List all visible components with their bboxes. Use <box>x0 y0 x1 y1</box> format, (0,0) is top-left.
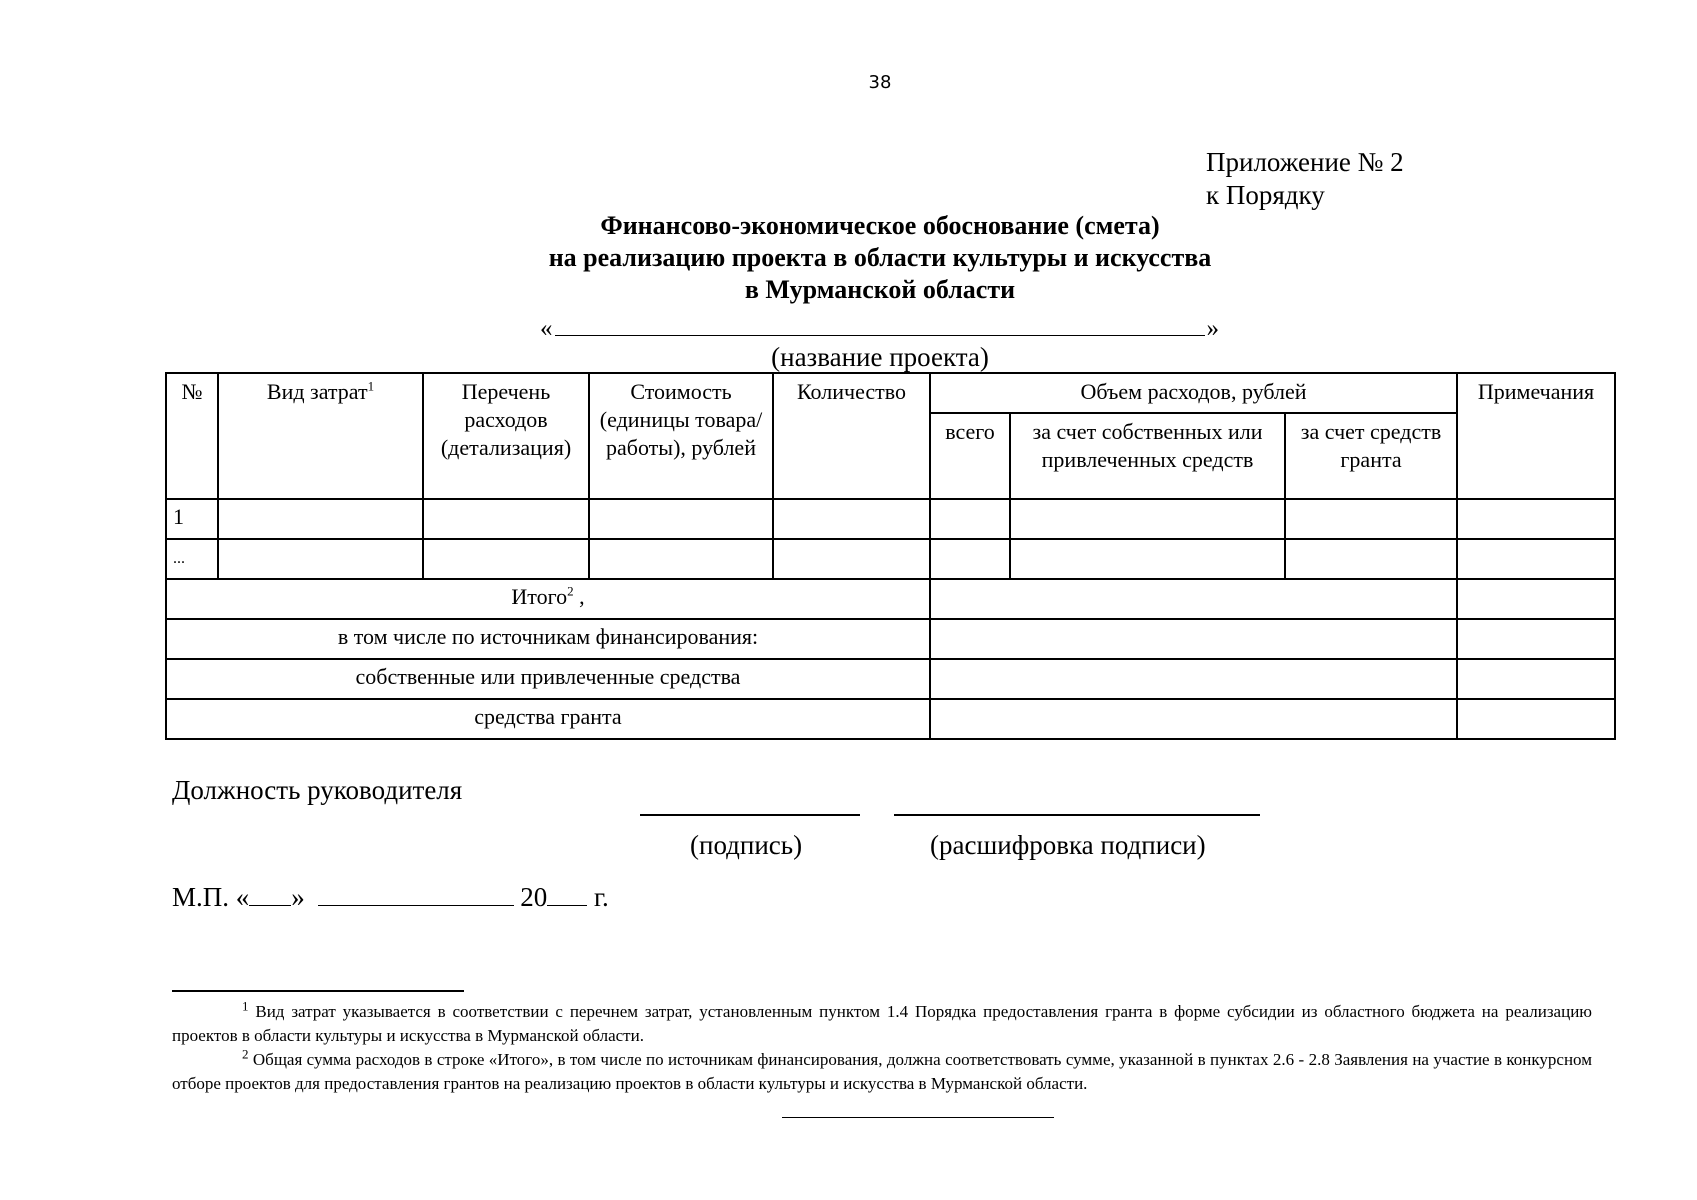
summary-row-total <box>166 579 1615 619</box>
table-row <box>166 539 1615 579</box>
header-expense-list: Перечень расходов (детализация) <box>423 373 589 499</box>
table-cell <box>218 539 423 579</box>
total-label-suffix: , <box>573 584 585 609</box>
table-cell <box>423 539 589 579</box>
footnote-1 <box>172 1000 1592 1048</box>
document-title <box>340 210 1420 306</box>
page-number: 38 <box>868 72 892 93</box>
table-cell <box>1457 539 1615 579</box>
table-cell <box>1457 579 1615 619</box>
header-cost-type-text: Вид затрат <box>266 379 368 404</box>
project-name-caption: (название проекта) <box>771 342 989 372</box>
header-unit-cost: Стоимость (единицы товара/работы), рублей <box>589 373 773 499</box>
signature-caption: (подпись) <box>690 830 803 860</box>
day-blank <box>249 883 291 906</box>
table-cell <box>1285 499 1457 539</box>
signature-line <box>640 814 860 816</box>
stamp-date-line <box>172 882 609 913</box>
title-line-3: в Мурманской области <box>744 275 1016 304</box>
grant-funds-label: средства гранта <box>166 699 930 739</box>
header-num: № <box>166 373 218 499</box>
open-quote: « <box>540 315 553 342</box>
row-number: ... <box>166 539 218 579</box>
end-divider <box>782 1117 1054 1118</box>
table-cell <box>1010 499 1285 539</box>
month-blank <box>318 883 514 906</box>
table-cell <box>589 539 773 579</box>
table-cell <box>1457 499 1615 539</box>
footnote-2-text: Общая сумма расходов в строке «Итого», в том числе по источникам финансирования, должна соответствовать сумме, указанной в пунктах 2.6 - 2.8 Заявления на участие в конкурсном отборе проектов для предоставления грантов на реализацию проектов в области культуры и искусства в Мурманской области. <box>172 1050 1592 1093</box>
footnote-1-mark: 1 <box>242 998 249 1014</box>
table-cell <box>930 579 1457 619</box>
table-cell <box>589 499 773 539</box>
footnote-2 <box>172 1048 1592 1096</box>
table-cell <box>1457 619 1615 659</box>
mp-label: М.П. « <box>172 882 250 912</box>
table-cell <box>773 539 930 579</box>
summary-row-grant <box>166 699 1615 739</box>
summary-row-sources <box>166 619 1615 659</box>
year-suffix: г. <box>587 882 609 912</box>
table-cell <box>930 659 1457 699</box>
header-quantity: Количество <box>773 373 930 499</box>
project-name-field <box>540 313 1219 343</box>
close-quote: » <box>1206 315 1219 342</box>
table-cell <box>930 619 1457 659</box>
appendix-line-2: к Порядку <box>1206 180 1325 210</box>
row-number: 1 <box>166 499 218 539</box>
table-cell <box>1457 659 1615 699</box>
footnote-1-text: Вид затрат указывается в соответствии с перечнем затрат, установленным пунктом 1.4 Порядка предоставления гранта в форме субсидии из областного бюджета на реализацию проектов в области культуры и искусства в Мурманской области. <box>172 1002 1592 1045</box>
table-cell <box>1285 539 1457 579</box>
appendix-label <box>1206 146 1404 212</box>
table-cell <box>773 499 930 539</box>
own-funds-label: собственные или привлеченные средства <box>166 659 930 699</box>
summary-row-own <box>166 659 1615 699</box>
footnote-ref-1: 1 <box>367 378 375 394</box>
header-total: всего <box>930 413 1010 499</box>
header-grant-funds: за счет средств гранта <box>1285 413 1457 499</box>
header-own-funds: за счет собственных или привлеченных средств <box>1010 413 1285 499</box>
decode-caption: (расшифровка подписи) <box>930 830 1206 860</box>
table-cell <box>930 539 1010 579</box>
table-cell <box>1457 699 1615 739</box>
table-row <box>166 499 1615 539</box>
position-label: Должность руководителя <box>172 775 463 805</box>
table-cell <box>1010 539 1285 579</box>
mp-close-quote: » <box>291 882 305 912</box>
header-cost-type <box>218 373 423 499</box>
title-line-1: Финансово-экономическое обоснование (смета) <box>600 211 1160 240</box>
year-prefix: 20 <box>520 882 548 912</box>
table-cell <box>423 499 589 539</box>
footnote-ref-2: 2 <box>567 583 574 599</box>
footnotes <box>172 1000 1592 1096</box>
footnote-divider <box>172 990 464 992</box>
total-label <box>166 579 930 619</box>
table-cell <box>930 499 1010 539</box>
header-row-1 <box>166 373 1615 413</box>
year-blank <box>547 883 587 906</box>
decode-line <box>894 814 1260 816</box>
table-cell <box>218 499 423 539</box>
footnote-2-mark: 2 <box>242 1046 249 1062</box>
header-notes: Примечания <box>1457 373 1615 499</box>
header-volume: Объем расходов, рублей <box>930 373 1457 413</box>
budget-table <box>165 372 1616 740</box>
sources-label: в том числе по источникам финансирования: <box>166 619 930 659</box>
total-label-text: Итого <box>511 584 568 609</box>
title-line-2: на реализацию проекта в области культуры и искусства <box>548 243 1212 272</box>
table-cell <box>930 699 1457 739</box>
project-name-blank <box>555 313 1205 336</box>
appendix-line-1: Приложение № 2 <box>1206 147 1404 177</box>
